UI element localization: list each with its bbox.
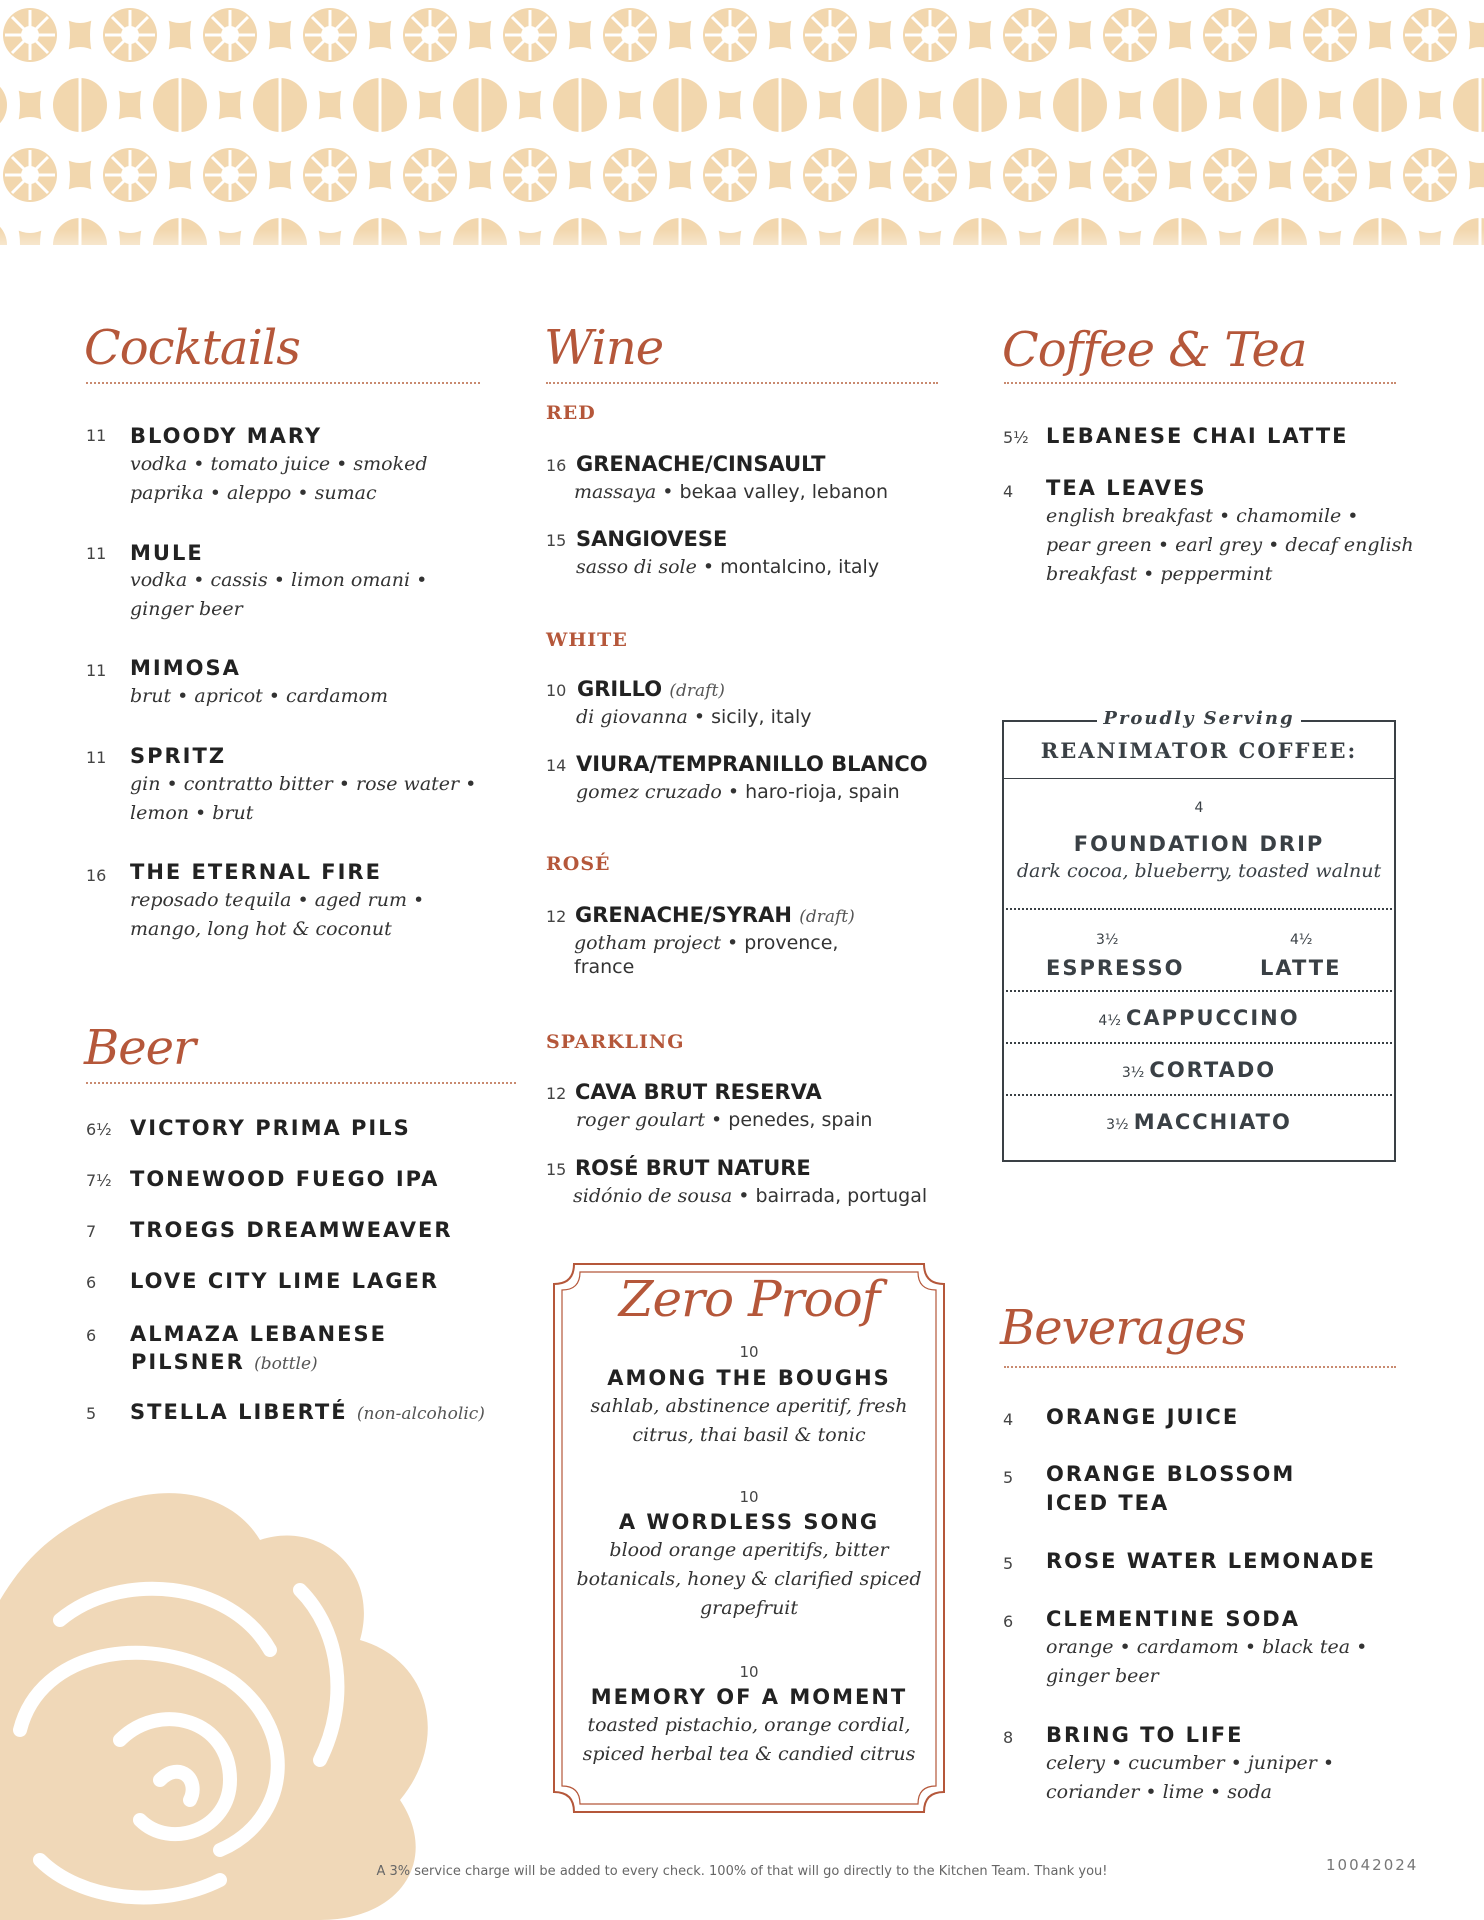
- wine-red-heading: RED: [546, 402, 596, 424]
- wine-white-heading: WHITE: [546, 629, 628, 651]
- wine-price: 12: [546, 907, 567, 926]
- bev-name: ORANGE JUICE: [1046, 1405, 1240, 1429]
- item-name: THE ETERNAL FIRE: [130, 860, 382, 884]
- beer-note: (bottle): [254, 1354, 318, 1374]
- wine-name: GRENACHE/SYRAH: [575, 903, 792, 927]
- beer-price: 6: [86, 1273, 97, 1292]
- bev-desc: coriander • lime • soda: [1046, 1781, 1272, 1803]
- cortado-price: 3½: [1121, 1065, 1145, 1081]
- bev-price: 5: [1003, 1554, 1014, 1573]
- zp-price: 10: [739, 1488, 759, 1506]
- wine-price: 16: [546, 456, 567, 475]
- coffee-price: 4: [1003, 482, 1014, 501]
- beer-name: PILSNER: [131, 1350, 245, 1374]
- rose-decoration: [0, 1480, 520, 1920]
- coffee-desc: pear green • earl grey • decaf english: [1046, 534, 1414, 556]
- coffee-name: LEBANESE CHAI LATTE: [1046, 424, 1349, 448]
- beer-name: STELLA LIBERTÉ: [130, 1400, 348, 1424]
- wine-producer: sidónio de sousa: [573, 1185, 733, 1207]
- zp-price: 10: [739, 1343, 759, 1361]
- wine-name: CAVA BRUT RESERVA: [575, 1080, 822, 1104]
- item-name: MULE: [130, 541, 204, 565]
- wine-region: • sicily, italy: [687, 706, 812, 728]
- macchiato-price: 3½: [1106, 1117, 1129, 1133]
- cocktails-divider: [86, 382, 480, 384]
- beer-name: TROEGS DREAMWEAVER: [130, 1218, 453, 1242]
- cocktails-title: Cocktails: [84, 320, 300, 376]
- wine-price: 15: [546, 531, 567, 550]
- bev-price: 6: [1003, 1612, 1014, 1631]
- item-desc: vodka • cassis • limon omani •: [130, 569, 428, 591]
- box-header-proudly: Proudly Serving: [1097, 708, 1300, 729]
- wine-price: 10: [546, 681, 567, 700]
- wine-name: GRENACHE/CINSAULT: [576, 452, 826, 476]
- item-desc: lemon • brut: [130, 802, 254, 824]
- cappuccino-price: 4½: [1098, 1013, 1121, 1029]
- beer-name: VICTORY PRIMA PILS: [130, 1116, 411, 1140]
- zp-desc: citrus, thai basil & tonic: [632, 1424, 866, 1446]
- cortado-name: CORTADO: [1149, 1058, 1277, 1082]
- beer-price: 7: [86, 1222, 97, 1241]
- box-divider: [1006, 990, 1392, 992]
- bev-name: BRING TO LIFE: [1046, 1723, 1244, 1747]
- menu-code: 10042024: [1326, 1856, 1419, 1874]
- coffee-divider: [1004, 382, 1396, 384]
- box-divider: [1006, 1042, 1392, 1044]
- espresso-name: ESPRESSO: [1046, 956, 1185, 980]
- zp-desc: toasted pistachio, orange cordial,: [587, 1714, 911, 1736]
- zp-name: AMONG THE BOUGHS: [607, 1366, 891, 1390]
- item-desc: gin • contratto bitter • rose water •: [130, 773, 477, 795]
- zp-desc: botanicals, honey & clarified spiced: [576, 1568, 922, 1590]
- beverages-title: Beverages: [1000, 1300, 1246, 1356]
- wine-region: france: [574, 956, 635, 978]
- wine-rose-heading: ROSÉ: [546, 853, 611, 875]
- bev-price: 4: [1003, 1410, 1014, 1429]
- espresso-price: 3½: [1096, 932, 1119, 948]
- bev-name: ICED TEA: [1046, 1491, 1170, 1515]
- beer-price: 6: [86, 1326, 97, 1345]
- wine-producer: gomez cruzado: [576, 781, 722, 803]
- wine-region: • penedes, spain: [705, 1109, 873, 1131]
- wine-price: 14: [546, 756, 567, 775]
- wine-producer: gotham project: [574, 932, 721, 954]
- wine-price: 12: [546, 1084, 567, 1103]
- service-charge-footer: A 3% service charge will be added to every check. 100% of that will go directly to the Kitchen Team. Thank you!: [376, 1864, 1108, 1879]
- beer-name: ALMAZA LEBANESE: [130, 1322, 387, 1346]
- zero-proof-title: Zero Proof: [618, 1270, 880, 1328]
- item-desc: paprika • aleppo • sumac: [130, 482, 377, 504]
- beer-note: (non-alcoholic): [356, 1404, 485, 1424]
- pattern-banner: [0, 0, 1484, 270]
- coffee-desc: breakfast • peppermint: [1046, 563, 1273, 585]
- wine-name: GRILLO: [577, 677, 663, 701]
- bev-name: ORANGE BLOSSOM: [1046, 1462, 1296, 1486]
- macchiato-name: MACCHIATO: [1133, 1110, 1292, 1134]
- wine-sparkling-heading: SPARKLING: [546, 1031, 685, 1053]
- item-name: SPRITZ: [130, 744, 227, 768]
- beer-title: Beer: [84, 1020, 196, 1076]
- wine-region: • bairrada, portugal: [732, 1185, 928, 1207]
- wine-producer: di giovanna: [576, 706, 688, 728]
- item-desc: vodka • tomato juice • smoked: [130, 453, 428, 475]
- box-divider: [1006, 908, 1392, 910]
- coffee-title: Coffee & Tea: [1002, 322, 1307, 378]
- wine-name: VIURA/TEMPRANILLO BLANCO: [576, 752, 928, 776]
- item-price: 11: [86, 426, 107, 445]
- beer-price: 5: [86, 1404, 97, 1423]
- item-price: 11: [86, 544, 107, 563]
- reanimator-coffee-box: [1002, 708, 1396, 1162]
- drip-desc: dark cocoa, blueberry, toasted walnut: [1016, 860, 1382, 882]
- zp-desc: spiced herbal tea & candied citrus: [582, 1743, 916, 1765]
- bev-price: 5: [1003, 1468, 1014, 1487]
- wine-title: Wine: [544, 320, 664, 376]
- cappuccino-name: CAPPUCCINO: [1126, 1006, 1300, 1030]
- beer-price: 7½: [86, 1171, 112, 1190]
- item-price: 11: [86, 748, 107, 767]
- zp-price: 10: [739, 1663, 759, 1681]
- zp-desc: grapefruit: [699, 1597, 799, 1619]
- bev-name: CLEMENTINE SODA: [1046, 1607, 1300, 1631]
- item-desc: reposado tequila • aged rum •: [130, 889, 425, 911]
- wine-name: SANGIOVESE: [576, 527, 728, 551]
- wine-name: ROSÉ BRUT NATURE: [575, 1156, 811, 1180]
- bev-price: 8: [1003, 1728, 1014, 1747]
- item-name: MIMOSA: [130, 656, 241, 680]
- zp-desc: blood orange aperitifs, bitter: [609, 1539, 889, 1561]
- beer-name: TONEWOOD FUEGO IPA: [130, 1167, 440, 1191]
- beer-name: LOVE CITY LIME LAGER: [130, 1269, 440, 1293]
- item-desc: ginger beer: [130, 598, 243, 620]
- bev-desc: orange • cardamom • black tea •: [1046, 1636, 1368, 1658]
- wine-region: • provence,: [720, 932, 839, 954]
- item-price: 11: [86, 661, 107, 680]
- item-desc: mango, long hot & coconut: [130, 918, 392, 940]
- wine-note: (draft): [799, 907, 855, 927]
- wine-region: • montalcino, italy: [696, 556, 880, 578]
- bev-name: ROSE WATER LEMONADE: [1046, 1549, 1376, 1573]
- drip-name: FOUNDATION DRIP: [1073, 832, 1325, 856]
- latte-name: LATTE: [1260, 956, 1342, 980]
- item-desc: brut • apricot • cardamom: [130, 685, 389, 707]
- box-header-brand: REANIMATOR COFFEE:: [1040, 738, 1358, 763]
- wine-price: 15: [546, 1160, 567, 1179]
- bev-desc: ginger beer: [1046, 1665, 1159, 1687]
- beer-price: 6½: [86, 1120, 112, 1139]
- wine-region: • haro-rioja, spain: [721, 781, 900, 803]
- beverages-divider: [1004, 1366, 1396, 1368]
- box-divider: [1006, 1094, 1392, 1096]
- item-price: 16: [86, 866, 107, 885]
- wine-note: (draft): [669, 681, 725, 701]
- wine-divider: [546, 382, 938, 384]
- zp-name: MEMORY OF A MOMENT: [590, 1685, 908, 1709]
- wine-producer: massaya: [574, 481, 657, 503]
- wine-region: • bekaa valley, lebanon: [656, 481, 889, 503]
- wine-producer: roger goulart: [576, 1109, 706, 1131]
- beer-divider: [86, 1082, 516, 1084]
- coffee-name: TEA LEAVES: [1046, 476, 1207, 500]
- bev-desc: celery • cucumber • juniper •: [1046, 1752, 1335, 1774]
- coffee-desc: english breakfast • chamomile •: [1046, 505, 1359, 527]
- drip-price: 4: [1194, 800, 1204, 816]
- wine-producer: sasso di sole: [576, 556, 697, 578]
- zp-desc: sahlab, abstinence aperitif, fresh: [590, 1395, 908, 1417]
- item-name: BLOODY MARY: [130, 424, 323, 448]
- zp-name: A WORDLESS SONG: [618, 1510, 880, 1534]
- coffee-price: 5½: [1003, 428, 1029, 447]
- box-rule: [1004, 778, 1394, 779]
- latte-price: 4½: [1290, 932, 1313, 948]
